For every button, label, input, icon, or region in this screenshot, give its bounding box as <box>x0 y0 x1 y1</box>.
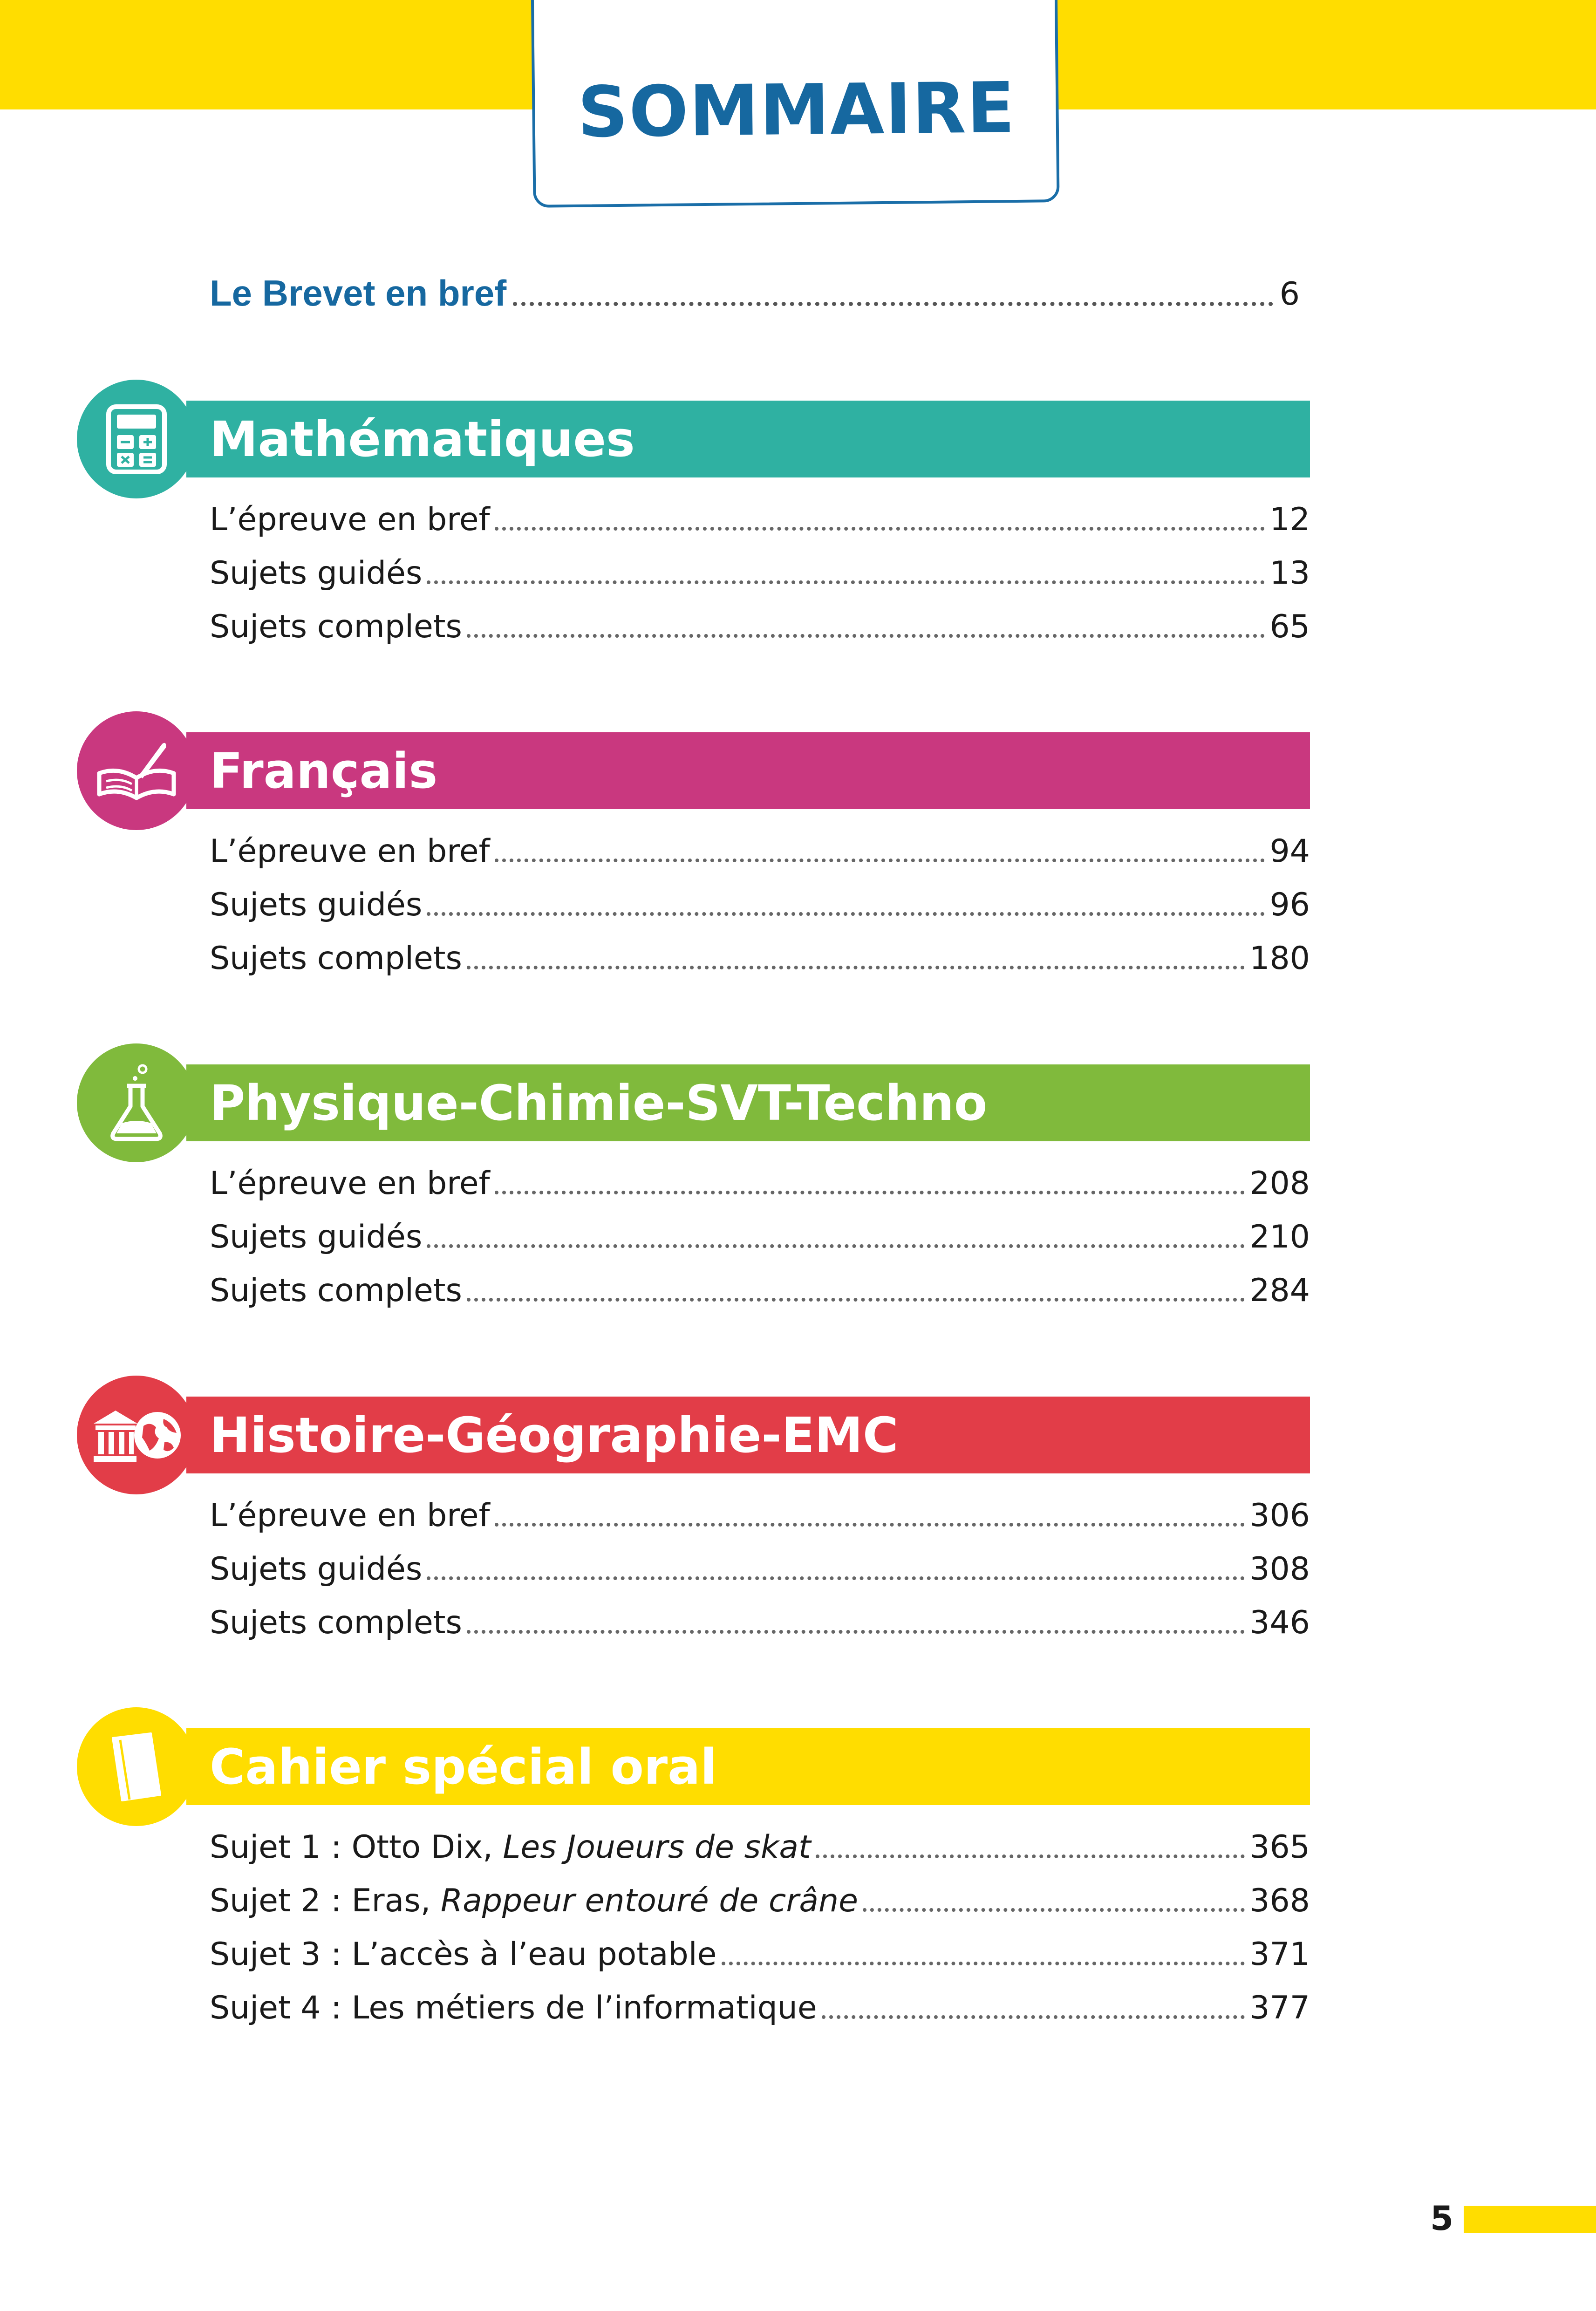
toc-entry[interactable] <box>210 1155 1310 1202</box>
toc-entry-label: L’épreuve en bref <box>210 1165 490 1202</box>
toc-entry-page: 13 <box>1269 555 1310 592</box>
dot-leader <box>495 527 1265 531</box>
toc-entry-page: 6 <box>1279 276 1300 313</box>
dot-leader <box>467 634 1265 638</box>
toc-entry-page: 65 <box>1269 608 1310 645</box>
toc-entry-label: Sujets complets <box>210 940 462 977</box>
section-icon-circle <box>77 1707 196 1826</box>
toc-entry-page: 96 <box>1269 886 1310 923</box>
dot-leader <box>427 1244 1245 1248</box>
toc-entry-page: 368 <box>1249 1882 1310 1919</box>
toc-entry-page: 210 <box>1249 1219 1310 1255</box>
toc-entry-label <box>210 1829 811 1866</box>
toc-entry-page: 346 <box>1249 1604 1310 1641</box>
toc-entry-label <box>210 1882 858 1919</box>
section-icon-circle <box>77 1043 196 1162</box>
toc-entry-page: 365 <box>1249 1829 1310 1866</box>
dot-leader <box>427 580 1265 584</box>
toc-entry-prefix: Sujet 3 : L’accès à l’eau potable <box>210 1936 717 1973</box>
toc-entry[interactable] <box>210 1541 1310 1588</box>
section-title: Histoire-Géographie-EMC <box>210 1406 899 1464</box>
dot-leader <box>863 1908 1245 1912</box>
dot-leader <box>495 1191 1245 1194</box>
dot-leader <box>495 1523 1245 1527</box>
dot-leader <box>467 1298 1245 1302</box>
toc-entry[interactable] <box>210 930 1310 977</box>
dot-leader <box>427 912 1265 916</box>
toc-entry-brevet[interactable] <box>210 263 1300 314</box>
dot-leader <box>816 1854 1245 1858</box>
toc-entry-label: Sujets complets <box>210 1272 462 1309</box>
toc-entry-page: 94 <box>1269 833 1310 870</box>
toc-entry-label <box>210 1990 817 2026</box>
toc-entry[interactable] <box>210 545 1310 592</box>
calculator-icon <box>104 404 169 474</box>
toc-entry[interactable] <box>210 1209 1310 1255</box>
toc-entry[interactable] <box>210 1926 1310 1973</box>
dot-leader <box>513 302 1273 306</box>
toc-entry-page: 12 <box>1269 501 1310 538</box>
toc-entry-page: 308 <box>1249 1551 1310 1588</box>
monument-globe-icon <box>90 1405 183 1466</box>
toc-entry-page: 208 <box>1249 1165 1310 1202</box>
toc-entry-label: L’épreuve en bref <box>210 833 490 870</box>
toc-entry-prefix: Sujet 2 : Eras, <box>210 1882 441 1919</box>
section-title: Physique-Chimie-SVT-Techno <box>210 1074 988 1132</box>
toc-entry-label: Sujets guidés <box>210 886 423 923</box>
toc-entry-label: Sujets guidés <box>210 1551 423 1588</box>
toc-entry[interactable] <box>210 1487 1310 1534</box>
toc-entry[interactable] <box>210 599 1310 645</box>
dot-leader <box>467 966 1245 969</box>
toc-entry-page: 306 <box>1249 1497 1310 1534</box>
dot-leader <box>467 1630 1245 1634</box>
section-icon-circle <box>77 380 196 498</box>
toc-entry-label: Sujets guidés <box>210 555 423 592</box>
toc-entry[interactable] <box>210 877 1310 923</box>
toc-entry[interactable] <box>210 1262 1310 1309</box>
toc-entry-page: 377 <box>1249 1990 1310 2026</box>
toc-entry[interactable] <box>210 823 1310 870</box>
toc-entry-label: L’épreuve en bref <box>210 501 490 538</box>
footer-yellow-bar <box>1464 2206 1596 2233</box>
section-icon-circle <box>77 1376 196 1494</box>
toc-entry[interactable] <box>210 491 1310 538</box>
dot-leader <box>722 1962 1245 1965</box>
toc-entry-label: L’épreuve en bref <box>210 1497 490 1534</box>
dot-leader <box>822 2015 1245 2019</box>
toc-entry-label: Sujets guidés <box>210 1219 423 1255</box>
dot-leader <box>427 1576 1245 1580</box>
toc-entry-page: 371 <box>1249 1936 1310 1973</box>
toc-entry[interactable] <box>210 1595 1310 1641</box>
book-quill-icon <box>92 738 181 804</box>
page-number: 5 <box>1430 2199 1454 2238</box>
section-title: Cahier spécial oral <box>210 1738 717 1795</box>
toc-entry-label <box>210 1936 717 1973</box>
section-icon-circle <box>77 711 196 830</box>
toc-entry-label: Le Brevet en bref <box>210 273 507 314</box>
toc-entry-prefix: Sujet 1 : Otto Dix, <box>210 1829 503 1866</box>
toc-entry-page: 284 <box>1249 1272 1310 1309</box>
page-title: SOMMAIRE <box>577 68 1016 153</box>
toc-entry[interactable] <box>210 1980 1310 2026</box>
toc-entry[interactable] <box>210 1873 1310 1919</box>
toc-entry[interactable] <box>210 1819 1310 1866</box>
toc-entry-italic: Les Joueurs de skat <box>503 1829 811 1866</box>
section-title: Français <box>210 742 438 799</box>
toc-entry-prefix: Sujet 4 : Les métiers de l’informatique <box>210 1990 817 2026</box>
dot-leader <box>495 859 1265 862</box>
notebook-icon <box>106 1730 167 1804</box>
flask-icon <box>106 1063 167 1143</box>
toc-entry-label: Sujets complets <box>210 608 462 645</box>
section-title: Mathématiques <box>210 410 635 468</box>
toc-entry-page: 180 <box>1249 940 1310 977</box>
toc-entry-italic: Rappeur entouré de crâne <box>440 1882 858 1919</box>
toc-entry-label: Sujets complets <box>210 1604 462 1641</box>
